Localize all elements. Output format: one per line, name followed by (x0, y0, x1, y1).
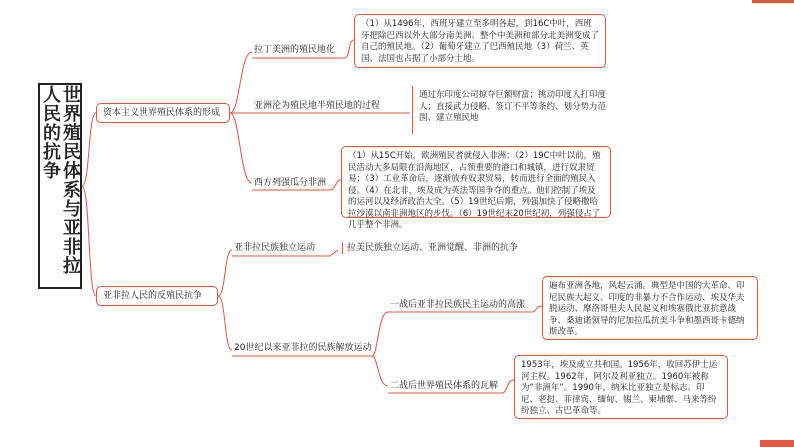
branch-colonial-system (96, 103, 230, 123)
branch-label: 资本主义世界殖民体系的形成 (103, 108, 221, 118)
detail-independence-movements (342, 242, 518, 254)
connector-c1-detail (345, 40, 354, 58)
root-title: 世界殖民体系与亚非拉人民的抗争 (40, 85, 81, 275)
connector-sub2 (372, 356, 388, 386)
topic-africa (254, 177, 326, 189)
detail-text: （1）从15C开始，欧洲殖民者就侵入非洲；（2）19C中叶以前，殖民活动大多局限在沿海地区，占领重要的港口和城镇，进行奴隶贸易；（3）工业革命后，逐渐放弃奴隶贸易，转而进行全面的殖民入侵。（4）在北非，埃及成为英法等国争夺的重点。他们控制了埃及的运河以及经济政治大全。（5）19世纪后期，列强加快了侵略撒哈拉沙漠以南非洲地区的步伐。（6）19世纪末20世纪初，列强侵占了几乎整个非洲。 (348, 151, 601, 230)
connector-sub2-detail (502, 380, 514, 393)
connector-sub1-detail (532, 306, 542, 312)
subtopic-post-ww2 (390, 380, 498, 392)
topic-asia (254, 100, 380, 112)
connector-b2-c2 (218, 296, 232, 350)
detail-post-ww1 (542, 276, 758, 340)
topic-label: 亚非拉民族独立运动 (234, 243, 316, 253)
detail-text: 遍布亚洲各地，风起云涌。典型是中国的大革命、印尼民族大起义、印度的非暴力不合作运动、埃及华夫脱运动、摩洛哥里夫人民起义和埃塞俄比亚抗意战争、桑迪诺领导的尼加拉瓜抗美斗争和墨西哥卡德纳斯改革。 (549, 281, 745, 337)
branch-anti-colonial-struggle (96, 286, 218, 306)
topic-label: 拉丁美洲的殖民地化 (254, 45, 336, 55)
connector-b2c1-detail (330, 250, 338, 256)
branch-label: 亚非拉人民的反殖民抗争 (103, 291, 203, 301)
root-topic (38, 83, 82, 289)
subtopic-label: 二战后世界殖民体系的瓦解 (390, 381, 499, 391)
detail-text: 1953年，埃及成立共和国。1956年，收回苏伊士运河主权。1962年，阿尔及利亚独立。1960年被称为“非洲年”。1990年，纳米比亚独立是标志、印尼、老挝、菲律宾、缅甸、锡兰、柬埔寨、马来等纷纷独立、古巴革命等。 (521, 360, 718, 416)
connector-b1-c3 (230, 113, 252, 183)
detail-latin-america (354, 14, 606, 68)
detail-text: 拉美民族独立运动、亚洲觉醒、非洲的抗争 (347, 243, 519, 253)
subtopic-post-ww1 (390, 299, 525, 311)
subtopic-label: 一战后亚非拉民族民主运动的高涨 (390, 300, 526, 310)
connector-root-branch1 (82, 113, 96, 186)
detail-africa (341, 146, 611, 230)
topic-20c-liberation (234, 342, 371, 354)
topic-independence-movements (234, 242, 315, 254)
detail-post-ww2 (514, 355, 728, 419)
connector-sub1 (372, 312, 388, 356)
connector-root-branch2 (82, 186, 96, 296)
connector-b1-c1 (230, 52, 252, 113)
detail-text: （1）从1496年，西班牙建立至多明各起，到16C中叶，西班牙把除巴西以外大部分南美洲、整个中美洲和部分北美洲变成了自己的殖民地。（2）葡萄牙建立了巴西殖民地（3）荷兰、英国、法国也占据了小部分土地。 (361, 19, 600, 64)
topic-label: 20世纪以来亚非拉的民族解放运动 (234, 343, 372, 353)
connector-c3-detail (330, 180, 341, 190)
topic-label: 西方列强瓜分非洲 (254, 178, 327, 188)
connector-b2-c1 (218, 250, 232, 296)
detail-text: 通过东印度公司掠夺巨额财富；挑动印度人打印度人；直接武力侵略、签订不平等条约、划分势力范围、建立殖民地 (419, 90, 607, 123)
detail-asia (412, 86, 625, 134)
topic-label: 亚洲沦为殖民地半殖民地的过程 (254, 101, 381, 111)
topic-latin-america (254, 44, 335, 56)
